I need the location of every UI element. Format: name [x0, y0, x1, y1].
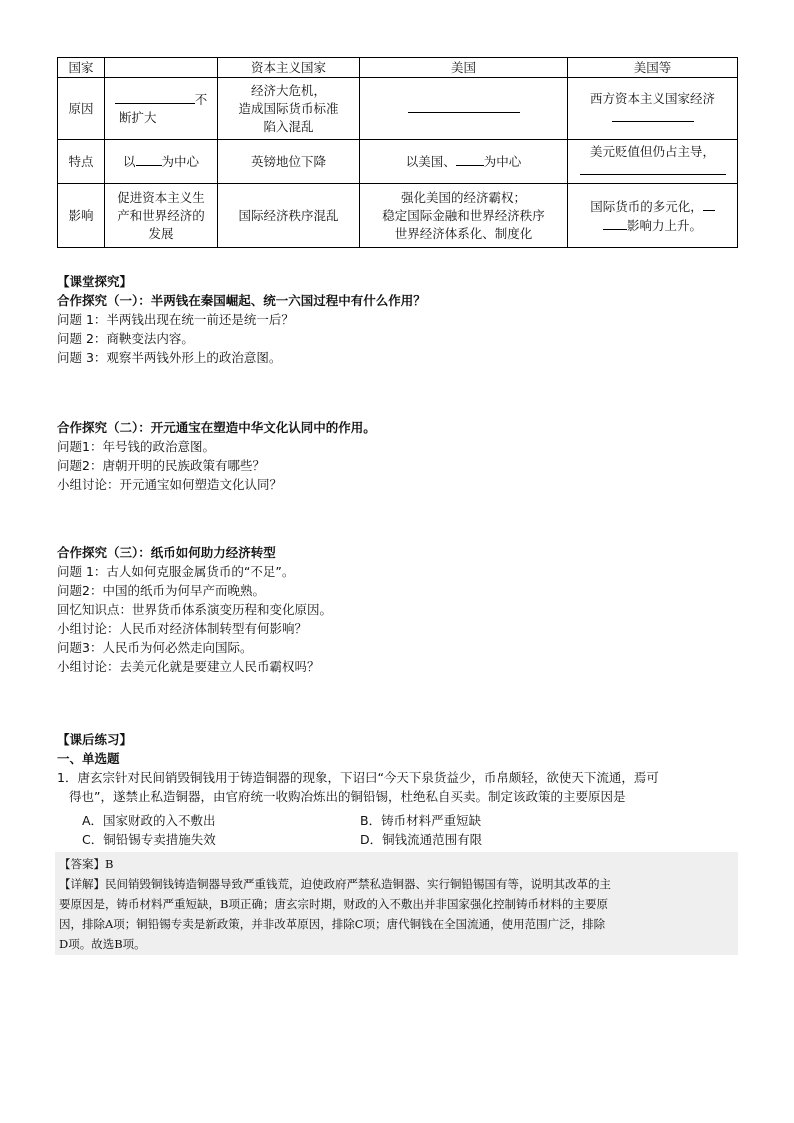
list-item: 问题 1：半两钱出现在统一前还是统一后？	[57, 312, 294, 327]
list-item: 问题 2：商鞅变法内容。	[57, 331, 194, 346]
fill-blank[interactable]	[703, 197, 715, 211]
class-explore-section	[57, 272, 426, 367]
table-row	[58, 78, 738, 140]
table-cell: 美国	[360, 58, 568, 78]
cell-text: 以美国、	[405, 154, 456, 169]
table-cell: 影响	[58, 184, 105, 248]
cell-text: 陷入混乱	[263, 118, 314, 134]
cell-text: 为中心	[161, 154, 200, 169]
table-cell	[360, 184, 568, 248]
table-cell	[360, 78, 568, 140]
table-cell	[105, 58, 218, 78]
list-item: 小组讨论：开元通宝如何塑造文化认同？	[57, 477, 283, 492]
list-item: 小组讨论：人民币对经济体制转型有何影响？	[57, 621, 308, 636]
answer-label: 【答案】B	[59, 857, 114, 871]
cell-text: 世界经济体系化、制度化	[394, 225, 533, 241]
table-cell	[105, 140, 218, 184]
section-heading: 【课后练习】	[57, 732, 133, 747]
detail-line: D项。故选B项。	[59, 937, 146, 951]
table-cell	[568, 78, 738, 140]
table-cell: 国际经济秩序混乱	[218, 184, 360, 248]
table-cell: 英镑地位下降	[218, 140, 360, 184]
table-cell: 美国等	[568, 58, 738, 78]
explore-part-three	[57, 543, 332, 676]
practice-header	[57, 730, 132, 768]
option-c[interactable]: C．铜铅锡专卖措施失效	[82, 832, 216, 847]
cell-text: 以	[122, 154, 136, 169]
explore-title: 合作探究（三）：纸币如何助力经济转型	[57, 545, 276, 560]
detail-line: 【详解】民间销毁铜钱铸造铜器导致严重钱荒，迫使政府严禁私造铜器、实行铜铅锡国有等，说明其改革的主	[59, 877, 611, 891]
answer-box	[55, 852, 738, 955]
table-row	[58, 184, 738, 248]
list-item: 问题2：中国的纸币为何早产而晚熟。	[57, 583, 265, 598]
question-1	[57, 768, 747, 806]
currency-system-table	[57, 57, 738, 248]
options	[82, 811, 722, 849]
cell-text: 稳定国际金融和世界经济秩序	[382, 207, 545, 223]
table-cell	[218, 78, 360, 140]
cell-text: 国际货币的多元化，	[590, 198, 703, 214]
detail-line: 要原因是，铸币材料严重短缺，B项正确；唐玄宗时期，财政的入不敷出并非国家强化控制铸币材料的主要原	[59, 897, 608, 911]
fill-blank[interactable]	[456, 152, 484, 166]
table-cell: 资本主义国家	[218, 58, 360, 78]
list-item: 小组讨论：去美元化就是要建立人民币霸权吗？	[57, 659, 320, 674]
cell-text: 美元贬值但仍占主导，	[589, 144, 715, 159]
list-item: 问题 3：观察半两钱外形上的政治意图。	[57, 350, 282, 365]
detail-line: 因，排除A项；铜铅锡专卖是新政策，并非改革原因，排除C项；唐代铜钱在全国流通，使用范围广泛，排除	[59, 917, 606, 931]
cell-text: 为中心	[483, 154, 522, 169]
explore-title: 合作探究（一）：半两钱在秦国崛起、统一六国过程中有什么作用？	[57, 293, 426, 308]
section-heading: 【课堂探究】	[57, 274, 133, 289]
list-item: 问题 1：古人如何克服金属货币的“不足”。	[57, 564, 295, 579]
explore-part-two	[57, 418, 376, 494]
cell-text: 断扩大	[119, 110, 157, 125]
list-item: 问题2：唐朝开明的民族政策有哪些？	[57, 458, 265, 473]
fill-blank[interactable]	[115, 90, 195, 104]
cell-text: 造成国际货币标准	[238, 100, 339, 116]
table-cell: 原因	[58, 78, 105, 140]
table-cell	[105, 184, 218, 248]
cell-text: 西方资本主义国家经济	[589, 91, 715, 106]
fill-blank[interactable]	[603, 216, 627, 230]
cell-text: 强化美国的经济霸权；	[400, 189, 526, 205]
fill-blank[interactable]	[136, 152, 162, 166]
cell-text: 促进资本主义生	[117, 189, 205, 205]
fill-blank[interactable]	[408, 99, 520, 113]
table-row	[58, 58, 738, 78]
option-d[interactable]: D．铜钱流通范围有限	[360, 832, 483, 847]
option-a[interactable]: A．国家财政的入不敷出	[82, 813, 216, 828]
fill-blank[interactable]	[580, 161, 726, 175]
table-cell	[568, 184, 738, 248]
list-item: 问题1：年号钱的政治意图。	[57, 439, 215, 454]
question-text: 1．唐玄宗针对民间销毁铜钱用于铸造铜器的现象，下诏曰“今天下泉货益少，币帛颇轻，欲使天下流通，焉可	[57, 770, 659, 785]
question-text: 得也”，遂禁止私造铜器，由官府统一收购冶炼出的铜铅锡，杜绝私自买卖。制定该政策的主要原因是	[69, 789, 626, 804]
cell-text: 影响力上升。	[626, 217, 702, 233]
fill-blank[interactable]	[612, 108, 694, 122]
cell-text: 不	[194, 92, 208, 107]
table-cell: 特点	[58, 140, 105, 184]
cell-text: 发展	[148, 225, 174, 241]
option-b[interactable]: B．铸币材料严重短缺	[360, 813, 482, 828]
table-row	[58, 140, 738, 184]
table-cell: 国家	[58, 58, 105, 78]
question-type: 一、单选题	[57, 751, 120, 766]
list-item: 问题3：人民币为何必然走向国际。	[57, 640, 253, 655]
list-item: 回忆知识点：世界货币体系演变历程和变化原因。	[57, 602, 333, 617]
explore-title: 合作探究（二）：开元通宝在塑造中华文化认同中的作用。	[57, 420, 376, 435]
table-cell	[360, 140, 568, 184]
cell-text: 产和世界经济的	[117, 207, 205, 223]
cell-text: 经济大危机，	[250, 82, 326, 98]
table-cell	[568, 140, 738, 184]
table-cell	[105, 78, 218, 140]
